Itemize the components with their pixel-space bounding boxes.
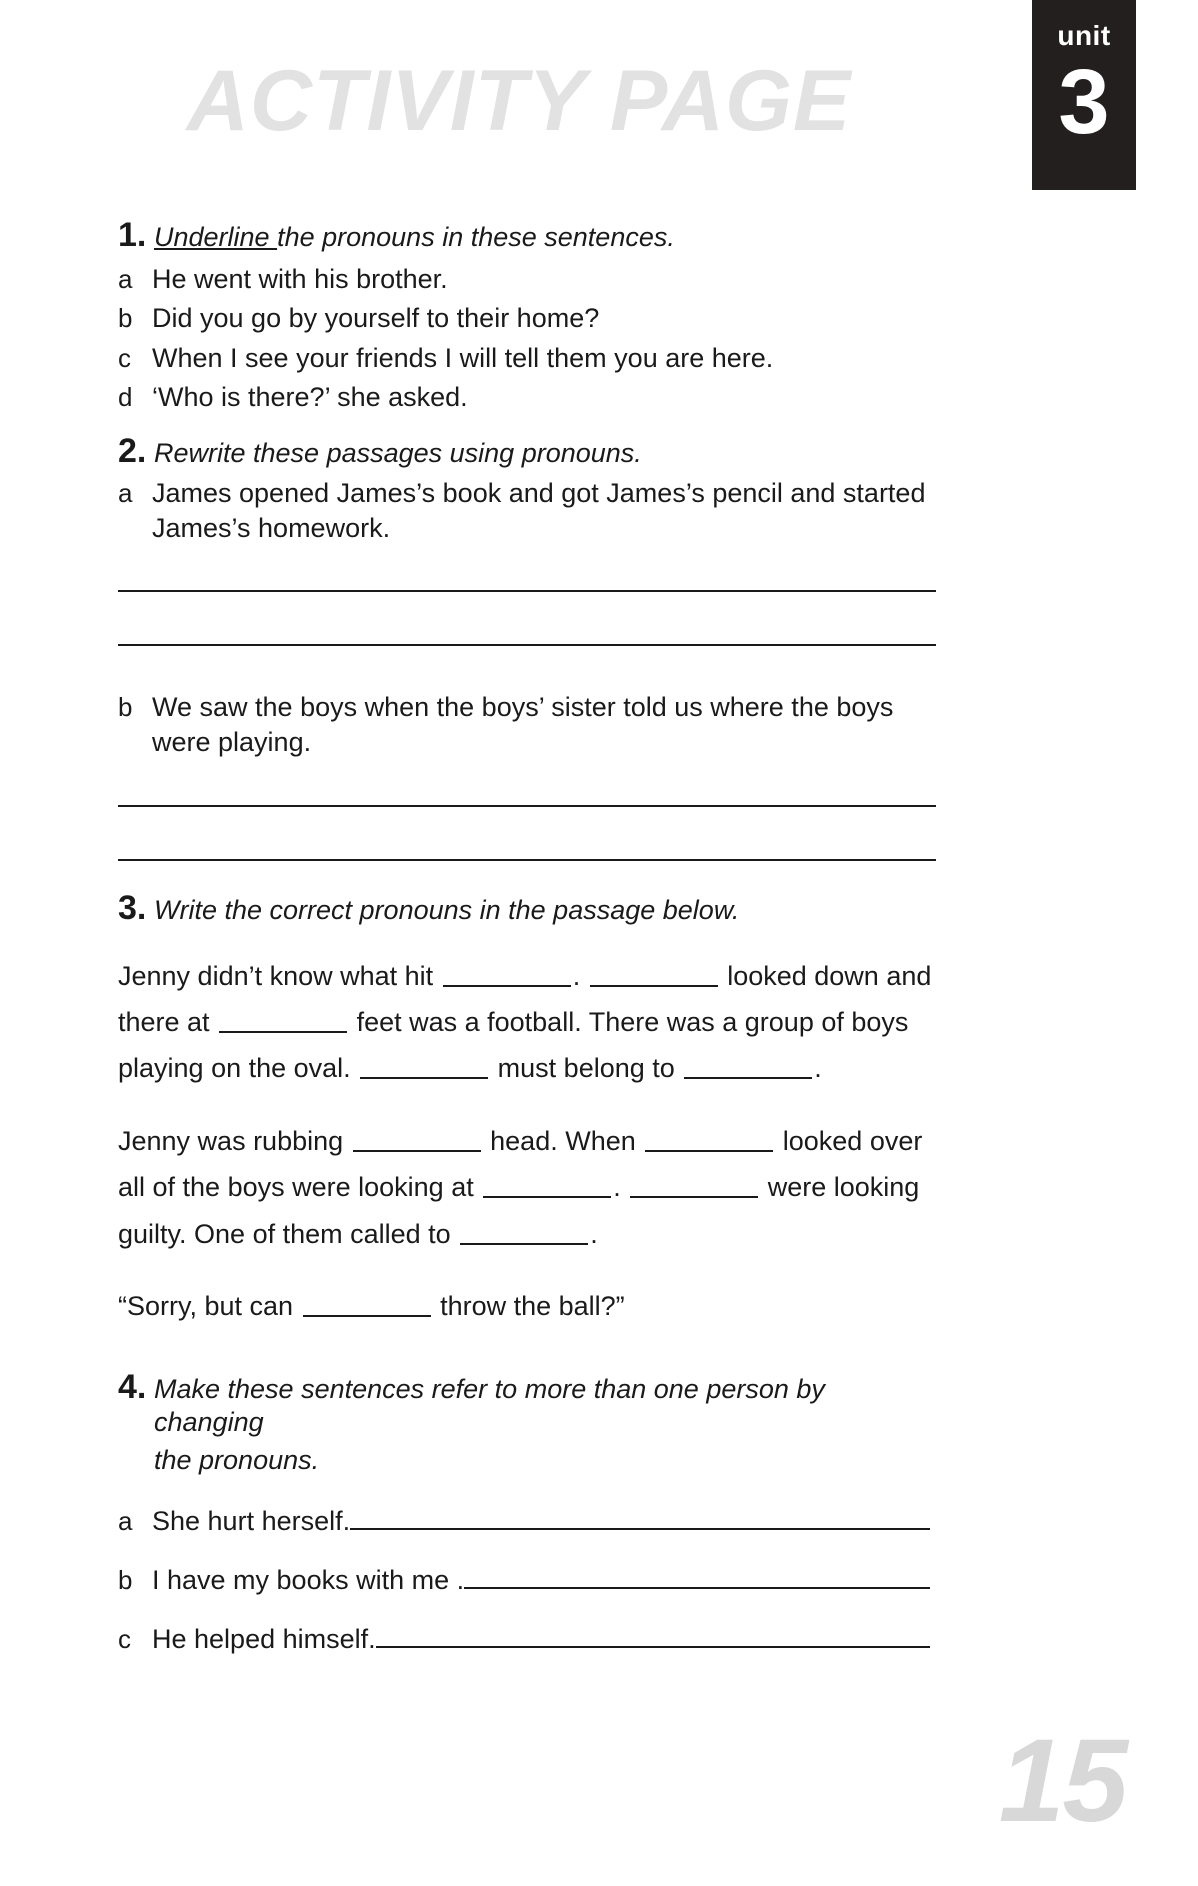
question-4-number: 4. bbox=[118, 1367, 147, 1406]
item-text: She hurt herself. bbox=[152, 1505, 351, 1536]
worksheet-body bbox=[118, 200, 936, 1655]
item-letter: c bbox=[118, 1624, 131, 1655]
fill-in-blank[interactable] bbox=[303, 1288, 431, 1317]
passage-paragraph: Jenny was rubbing head. When looked over all of the boys were looking at . were looking guilty. One of them called to . bbox=[118, 1118, 936, 1257]
list-item bbox=[118, 339, 936, 377]
answer-line[interactable] bbox=[118, 859, 936, 861]
answer-line[interactable] bbox=[118, 805, 936, 807]
question-4-prompt: Make these sentences refer to more than one person by changing bbox=[154, 1373, 825, 1437]
list-item bbox=[118, 476, 936, 546]
fill-in-blank[interactable] bbox=[360, 1050, 488, 1079]
question-1-prompt bbox=[152, 221, 675, 254]
item-text: Did you go by yourself to their home? bbox=[152, 303, 600, 334]
answer-line[interactable] bbox=[118, 590, 936, 592]
unit-badge bbox=[1032, 0, 1136, 190]
question-2-prompt: Rewrite these passages using pronouns. bbox=[154, 438, 642, 469]
question-2-number: 2. bbox=[118, 432, 147, 471]
list-item bbox=[118, 378, 936, 416]
item-letter: a bbox=[118, 1505, 133, 1536]
answer-blank[interactable] bbox=[464, 1559, 930, 1589]
item-letter: b bbox=[118, 1565, 133, 1596]
fill-in-blank[interactable] bbox=[630, 1169, 758, 1198]
list-item bbox=[118, 260, 936, 298]
item-text: I have my books with me . bbox=[152, 1565, 465, 1596]
question-1-number: 1. bbox=[118, 216, 147, 254]
fill-in-blank[interactable] bbox=[483, 1169, 611, 1198]
page-header bbox=[0, 0, 1198, 195]
question-4-prompt-continued: the pronouns. bbox=[154, 1445, 320, 1476]
question-1-prompt-rest: the pronouns in these sentences. bbox=[277, 222, 675, 252]
item-letter: c bbox=[118, 342, 131, 373]
fill-in-blank[interactable] bbox=[684, 1050, 812, 1079]
passage-paragraph: “Sorry, but can throw the ball?” bbox=[118, 1283, 936, 1329]
answer-blank[interactable] bbox=[350, 1499, 930, 1529]
item-text: ‘Who is there?’ she asked. bbox=[152, 381, 468, 412]
page-number: 15 bbox=[998, 1715, 1126, 1847]
question-3-prompt: Write the correct pronouns in the passage below. bbox=[154, 894, 740, 925]
item-letter: b bbox=[118, 303, 133, 334]
item-text: When I see your friends I will tell them you are here. bbox=[152, 342, 774, 373]
item-text: We saw the boys when the boys’ sister told us where the boys were playing. bbox=[152, 692, 894, 758]
item-text: He went with his brother. bbox=[152, 263, 448, 294]
question-1-heading bbox=[118, 218, 936, 254]
fill-in-blank[interactable] bbox=[219, 1004, 347, 1033]
item-letter: a bbox=[118, 478, 133, 509]
question-2-heading bbox=[118, 434, 936, 470]
page-title: ACTIVITY PAGE bbox=[186, 53, 852, 149]
item-text: He helped himself. bbox=[152, 1624, 376, 1655]
answer-line[interactable] bbox=[118, 644, 936, 646]
answer-row bbox=[118, 1499, 936, 1536]
fill-in-blank[interactable] bbox=[353, 1123, 481, 1152]
item-text: James opened James’s book and got James’s pencil and started James’s homework. bbox=[152, 478, 926, 544]
list-item bbox=[118, 299, 936, 337]
passage-paragraph: Jenny didn’t know what hit . looked down and there at feet was a football. There was a group of boys playing on the oval. must belong to . bbox=[118, 953, 936, 1092]
question-3-number: 3. bbox=[118, 888, 147, 927]
item-letter: a bbox=[118, 263, 133, 294]
fill-in-blank[interactable] bbox=[590, 958, 718, 987]
item-letter: d bbox=[118, 381, 133, 412]
unit-label: unit bbox=[1057, 20, 1111, 51]
fill-in-blank[interactable] bbox=[645, 1123, 773, 1152]
question-3-heading bbox=[118, 888, 936, 927]
answer-row bbox=[118, 1559, 936, 1596]
question-1-prompt-underlined: Underline bbox=[154, 222, 278, 252]
item-letter: b bbox=[118, 692, 133, 723]
question-4-heading bbox=[118, 1367, 936, 1439]
fill-in-blank[interactable] bbox=[460, 1216, 588, 1245]
answer-row bbox=[118, 1618, 936, 1655]
list-item bbox=[118, 690, 936, 760]
answer-blank[interactable] bbox=[376, 1618, 930, 1648]
unit-number: 3 bbox=[1058, 51, 1110, 153]
fill-in-blank[interactable] bbox=[443, 958, 571, 987]
